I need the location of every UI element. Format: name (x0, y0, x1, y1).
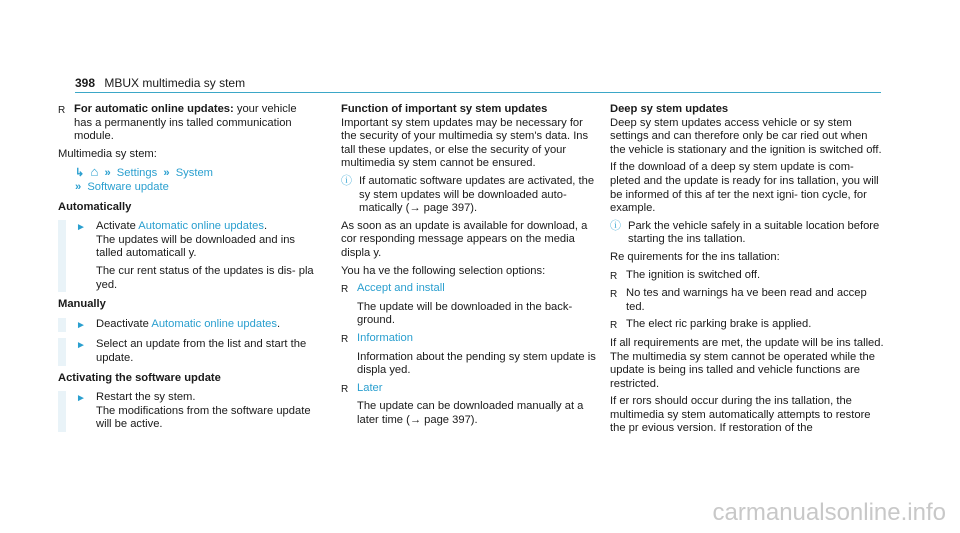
note (610, 220, 885, 247)
automatic-updates-link: Automatic online updates (138, 220, 264, 233)
option-information: Information (357, 331, 413, 344)
step-text: . (263, 220, 268, 233)
paragraph: You ha ve the following selection options: (341, 264, 546, 277)
automatic-updates-link: Automatic online updates (151, 317, 277, 330)
note (341, 175, 599, 216)
info-icon: ⓘ (341, 174, 352, 187)
nav-settings: Settings (116, 167, 158, 180)
step-text: The updates will be downloaded and ins talled automaticall y. (96, 233, 296, 260)
heading-function: Function of important sy stem updates (341, 103, 548, 115)
bullet-text: your vehicle has a permanently ins talled communication module. (74, 103, 297, 143)
page-number: 398 (75, 76, 96, 90)
bullet-heading: For automatic online updates: (74, 103, 234, 115)
paragraph: As soon as an update is available for download, a cor responding message appears on the media displa y. (341, 219, 588, 259)
step (58, 220, 314, 292)
bullet-icon: R (58, 105, 66, 116)
bullet-icon: R (610, 320, 618, 332)
page-header (75, 76, 245, 90)
requirement-text: The elect ric parking brake is applied. (626, 318, 812, 331)
bullet-icon: R (341, 333, 349, 345)
step-text: The cur rent status of the updates is dis- pla yed. (96, 264, 314, 291)
list-item (610, 287, 885, 314)
chevron-icon: » (163, 167, 170, 180)
heading-manually: Manually (58, 298, 106, 311)
option-description: The update will be downloaded in the back- ground. (357, 300, 573, 327)
home-icon: ⌂ (90, 164, 99, 180)
column-1 (58, 103, 314, 436)
paragraph: Important sy stem updates may be necessary for the security of your multimedia sy stem's data. Ins tall these updates, or else the security of your multimedia sy stem cannot be ensured. (341, 116, 589, 170)
bullet-icon: R (341, 284, 349, 296)
step-bar (58, 391, 66, 432)
chevron-icon: » (104, 167, 111, 180)
paragraph: Deep sy stem updates access vehicle or sy stem settings and can therefore only be car ried out when the vehicle is stationary and the ignition is switched off. (610, 116, 882, 156)
step-arrow-icon: ► (76, 319, 86, 331)
step-text: Activate (96, 220, 139, 233)
heading-automatically: Automatically (58, 200, 132, 213)
nav-software-update: Software update (87, 180, 169, 193)
step (58, 338, 314, 365)
step-arrow-icon: ► (76, 222, 86, 234)
nav-path (58, 165, 314, 194)
watermark: carmanualsonline.info (712, 499, 946, 526)
note-text: Park the vehicle safely in a suitable location before starting the ins tallation. (628, 219, 880, 246)
step-text: Deactivate (96, 317, 152, 330)
requirement-text: No tes and warnings ha ve been read and accep ted. (626, 287, 867, 313)
requirement-text: The ignition is switched off. (626, 268, 761, 281)
bullet-icon: R (610, 289, 618, 301)
chevron-icon: » (75, 180, 82, 193)
heading-activating: Activating the software update (58, 371, 221, 384)
paragraph: If the download of a deep sy stem update is com- pleted and the update is ready for ins tallation, you will be informed of this af ter the next igni- tion cycle, for example. (610, 161, 879, 215)
list-item (341, 382, 599, 397)
path-start-icon: ↳ (75, 167, 85, 180)
step-text: . (277, 317, 281, 330)
heading-deep-updates: Deep sy stem updates (610, 103, 729, 115)
option-later: Later (357, 381, 383, 394)
header-rule (75, 92, 881, 93)
option-accept-install: Accept and install (357, 282, 445, 295)
list-item (58, 103, 314, 144)
list-item (610, 318, 885, 333)
list-item (341, 332, 599, 347)
step-arrow-icon: ► (76, 393, 86, 405)
step (58, 318, 314, 333)
note-text: If automatic software updates are activated, the sy stem updates will be downloaded auto- matically (→ page 397). (359, 174, 595, 215)
ms-label: Multimedia sy stem: (58, 147, 157, 160)
paragraph: If er rors should occur during the ins tallation, the multimedia sy stem automatically attempts to restore the pr evious version. If restoration of the (610, 395, 871, 435)
page-title: MBUX multimedia sy stem (104, 76, 246, 90)
column-2 (341, 103, 599, 431)
step-text: Restart the sy stem. (96, 391, 196, 404)
paragraph: Re quirements for the ins tallation: (610, 250, 780, 263)
bullet-icon: R (341, 383, 349, 395)
info-icon: ⓘ (610, 219, 621, 232)
step-bar (58, 318, 66, 333)
step-text: The modifications from the software update will be active. (96, 404, 311, 431)
list-item (610, 269, 885, 284)
option-description: Information about the pending sy stem update is displa yed. (357, 350, 596, 377)
step-arrow-icon: ► (76, 340, 86, 352)
step-text: Select an update from the list and start the update. (96, 338, 307, 364)
column-3 (610, 103, 885, 440)
step-bar (58, 338, 66, 365)
list-item (341, 282, 599, 297)
step (58, 391, 314, 432)
step-bar (58, 220, 66, 292)
paragraph: If all requirements are met, the update will be ins talled. The multimedia sy stem cannot be operated while the update is being ins talled and vehicle functions are restricted. (610, 336, 884, 390)
bullet-icon: R (610, 270, 618, 282)
option-description: The update can be downloaded manually at a later time (→ page 397). (357, 400, 584, 426)
nav-system: System (175, 167, 213, 180)
